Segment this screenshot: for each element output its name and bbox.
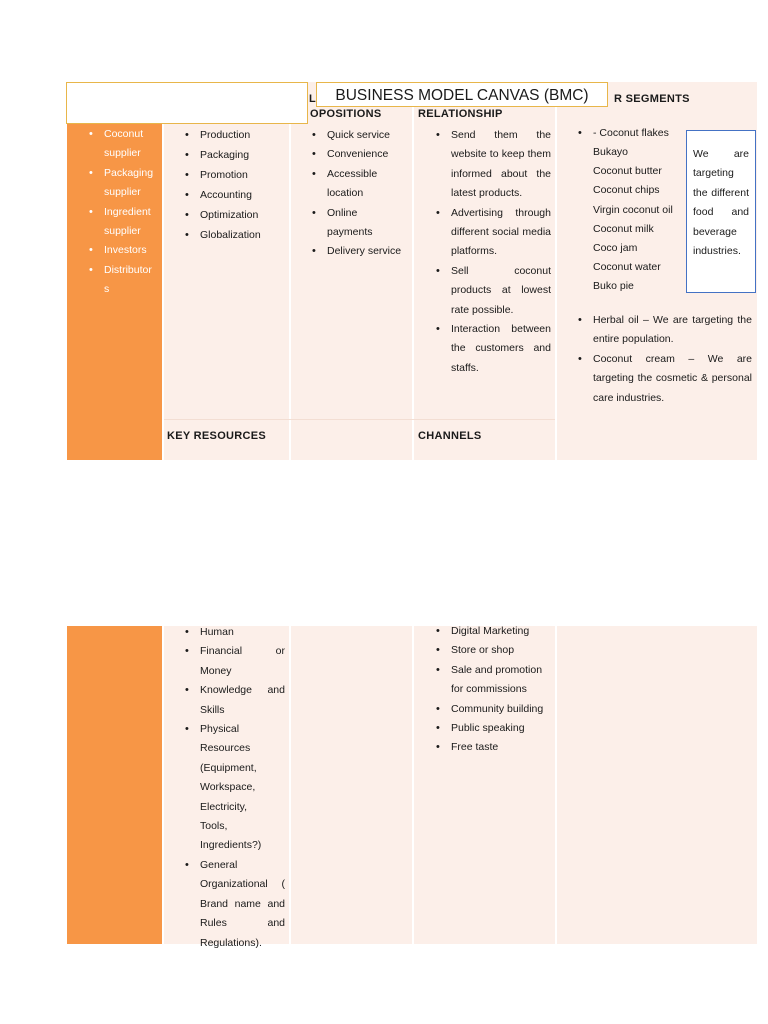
product-item: Coconut chips <box>593 184 660 197</box>
list-item: • Packaging supplier <box>86 164 160 203</box>
list-item: • Ingredient supplier <box>86 203 160 242</box>
list-item: • Globalization <box>182 225 287 245</box>
list-item: • Investors <box>86 241 160 260</box>
channels-list <box>433 622 553 758</box>
list-item: • Free taste <box>433 738 553 757</box>
list-item: • Community building <box>433 700 553 719</box>
product-item: Bukayo <box>593 146 629 158</box>
key-activities-list <box>182 125 287 245</box>
key-resources-header: KEY RESOURCES <box>167 430 267 442</box>
list-item: • Financial or Money <box>182 642 285 681</box>
product-item: Coconut milk <box>593 222 654 235</box>
list-item: • General Organizational ( Brand name and Rules and Regulations). <box>182 856 285 953</box>
list-item: • Advertising through different social media platforms. <box>433 204 551 262</box>
list-item: • Optimization <box>182 205 287 225</box>
list-item: • Delivery service <box>309 242 407 261</box>
list-item: • Send them the website to keep them informed about the latest products. <box>433 126 551 204</box>
row-divider <box>164 419 555 420</box>
list-item: • Accessible location <box>309 165 387 204</box>
customer-segments-header: R SEGMENTS <box>614 93 690 105</box>
list-item: • Coconut cream – We are targeting the cosmetic & personal care industries. <box>575 350 752 408</box>
list-item: • Quick service <box>309 126 407 145</box>
list-item: • Sale and promotion for commissions <box>433 661 553 700</box>
list-item: • Digital Marketing <box>433 622 553 641</box>
canvas-title: BUSINESS MODEL CANVAS (BMC) <box>316 82 608 107</box>
empty-cell <box>291 626 412 944</box>
list-item: • Public speaking <box>433 719 553 738</box>
list-item: • Convenience <box>309 145 407 164</box>
product-item: Buko pie <box>593 280 634 293</box>
blank-header-box <box>66 82 308 124</box>
channels-header: CHANNELS <box>418 430 482 442</box>
customer-relationship-list <box>433 126 551 378</box>
key-resources-list <box>182 623 285 953</box>
list-item: • Physical Resources (Equipment, Workspace, Electricity, Tools, Ingredients?) <box>182 720 270 856</box>
list-item: • Production <box>182 125 287 145</box>
product-item: Coconut butter <box>593 165 662 178</box>
list-item: • Herbal oil – We are targeting the entire population. <box>575 311 752 350</box>
list-item: • Online payments <box>309 204 387 243</box>
list-item: • - Coconut flakes <box>575 124 685 143</box>
list-item: • Coconut supplier <box>86 125 160 164</box>
list-item: • Accounting <box>182 185 287 205</box>
list-item: • Distributors <box>86 261 160 300</box>
value-propositions-header: OPOSITIONS <box>310 108 382 118</box>
list-item: • Sell coconut products at lowest rate possible. <box>433 262 551 320</box>
customer-relationship-header: RELATIONSHIP <box>418 108 503 118</box>
value-propositions-list <box>309 126 407 262</box>
cost-structure-cell <box>67 626 162 944</box>
list-item: • Packaging <box>182 145 287 165</box>
food-beverage-note: We are targeting the different food and beverage industries. <box>686 130 756 293</box>
product-item: Coco jam <box>593 242 638 255</box>
customer-segments-subitems <box>593 143 689 297</box>
value-propositions-header-top: L <box>309 93 317 105</box>
product-item: Virgin coconut oil <box>593 203 673 216</box>
list-item: • Promotion <box>182 165 287 185</box>
list-item: • Knowledge and Skills <box>182 681 285 720</box>
key-partners-list <box>86 125 160 300</box>
list-item: • Human <box>182 623 285 642</box>
product-item: Coconut water <box>593 261 661 274</box>
customer-segments-products <box>575 124 685 143</box>
list-item: • Interaction between the customers and staffs. <box>433 320 551 378</box>
revenue-cell <box>557 626 757 944</box>
customer-segments-others <box>575 311 752 408</box>
list-item: • Store or shop <box>433 641 553 660</box>
